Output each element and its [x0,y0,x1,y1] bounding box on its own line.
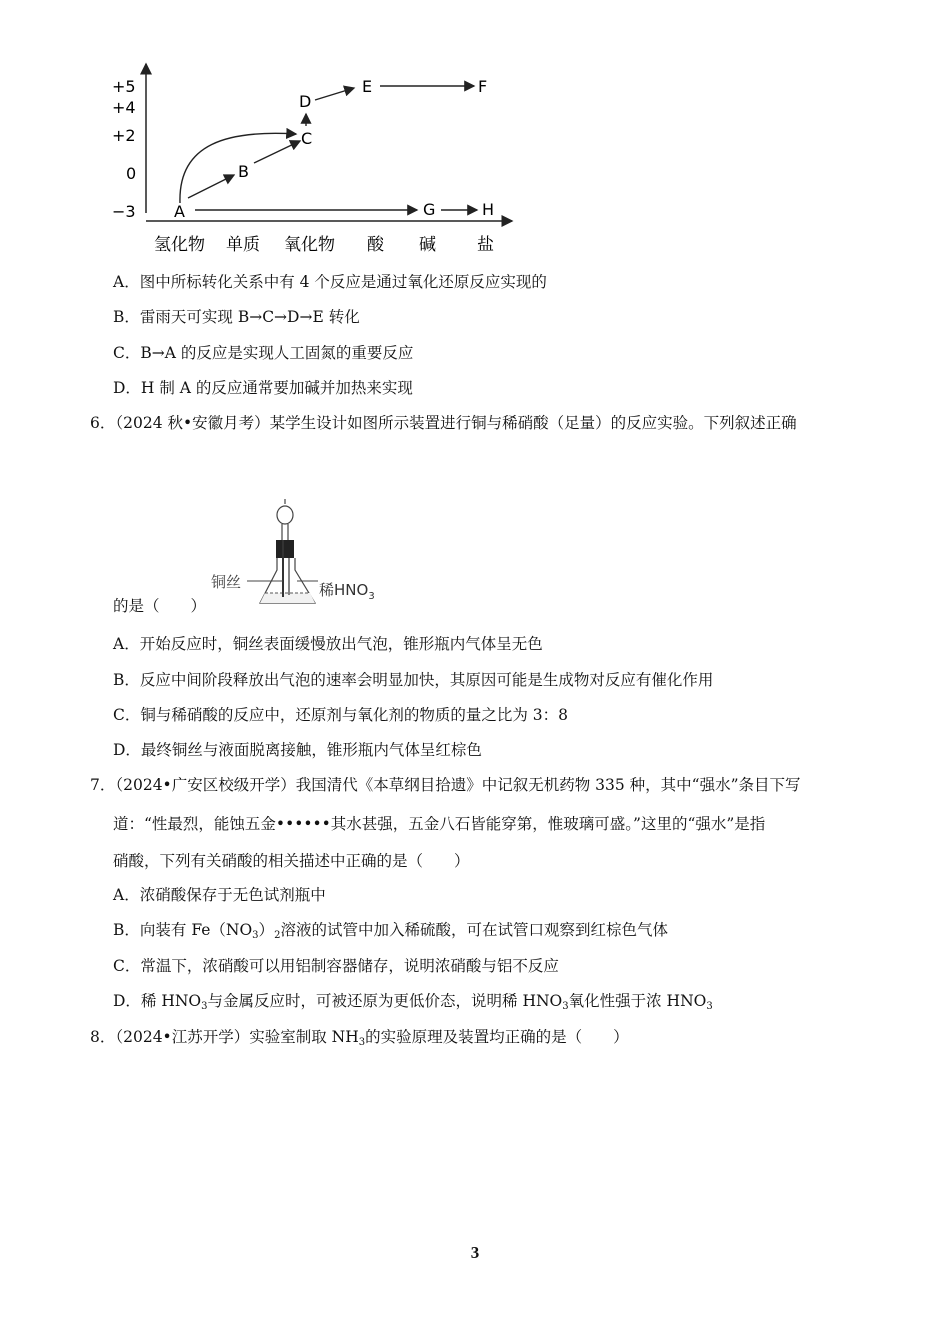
q6-stem: 6．（2024 秋•安徽月考）某学生设计如图所示装置进行铜与稀硝酸（足量）的反应实验。下列叙述正确 [90,414,797,432]
y-tick: 0 [126,164,137,183]
q6-option-c: C．铜与稀硝酸的反应中，还原剂与氧化剂的物质的量之比为 3：8 [113,706,569,724]
q7-stem-line1: 7．（2024•广安区校级开学）我国清代《本草纲目拾遗》中记叙无机药物 335 种，其中“强水”条目下写 [90,776,801,794]
q6-option-d: D．最终铜丝与液面脱离接触，锥形瓶内气体呈红棕色 [113,741,482,759]
x-category: 盐 [477,235,494,255]
x-category: 碱 [419,235,436,255]
q5-option-b: B．雷雨天可实现 B→C→D→E 转化 [113,308,360,326]
q6-option-a: A．开始反应时，铜丝表面缓慢放出气泡，锥形瓶内气体呈无色 [113,635,543,653]
node-c: C [301,129,313,148]
q7-option-b: B．向装有 $Fe(NO_3)_2$溶液的试管中加入稀硫酸，可在试管口观察到红棕色气体 [113,921,668,941]
node-g: G [423,200,436,219]
arrow-b-c [254,141,300,163]
page-number: 3 [470,1243,480,1262]
x-category: 单质 [226,235,260,255]
label-copper-wire: 铜丝 [211,573,242,591]
y-tick: +2 [112,126,136,145]
node-e: E [362,77,373,96]
x-category: 氢化物 [154,235,205,255]
q8-stem: 8．（2024•江苏开学）实验室制取 $NH_3$的实验原理及装置均正确的是（ ） [90,1028,629,1048]
y-tick: +4 [112,98,136,117]
q6-option-b: B．反应中间阶段释放出气泡的速率会明显加快，其原因可能是生成物对反应有催化作用 [113,671,714,689]
q5-option-d: D．H 制 A 的反应通常要加碱并加热来实现 [113,379,413,397]
arrow-d-e [315,88,354,100]
q7-stem-line3: 硝酸，下列有关硝酸的相关描述中正确的是（ ） [113,852,470,870]
q7-option-d: D．稀 $HNO_3$与金属反应时，可被还原为更低价态，说明稀 $HNO_3$氧化性强于浓 $HNO_3$ [113,992,713,1012]
q6-stem-end: 的是（ ） [113,597,207,615]
q7-option-a: A．浓硝酸保存于无色试剂瓶中 [113,886,326,904]
x-category: 酸 [367,235,384,255]
node-h: H [482,200,495,219]
node-a: A [174,202,185,221]
q7-stem-line2: 道：“性最烈，能蚀五金••••••其水甚强，五金八石皆能穿第，惟玻璃可盛。”这里的“强水”是指 [113,815,766,833]
valence-diagram [108,58,528,258]
q7-option-c: C．常温下，浓硝酸可以用铝制容器储存，说明浓硝酸与铝不反应 [113,957,559,975]
q5-option-a: A．图中所标转化关系中有 4 个反应是通过氧化还原反应实现的 [113,273,547,291]
x-category: 氧化物 [284,235,335,255]
arrow-a-b [188,175,234,198]
label-dilute-hno3: 稀$HNO_3$ [319,581,375,602]
y-tick: +5 [112,77,136,96]
node-b: B [238,162,249,181]
q5-option-c: C．B→A 的反应是实现人工固氮的重要反应 [113,344,414,362]
y-tick: −3 [112,202,136,221]
node-d: D [299,92,312,111]
node-f: F [478,77,488,96]
copper-nitric-acid-apparatus [205,495,390,613]
